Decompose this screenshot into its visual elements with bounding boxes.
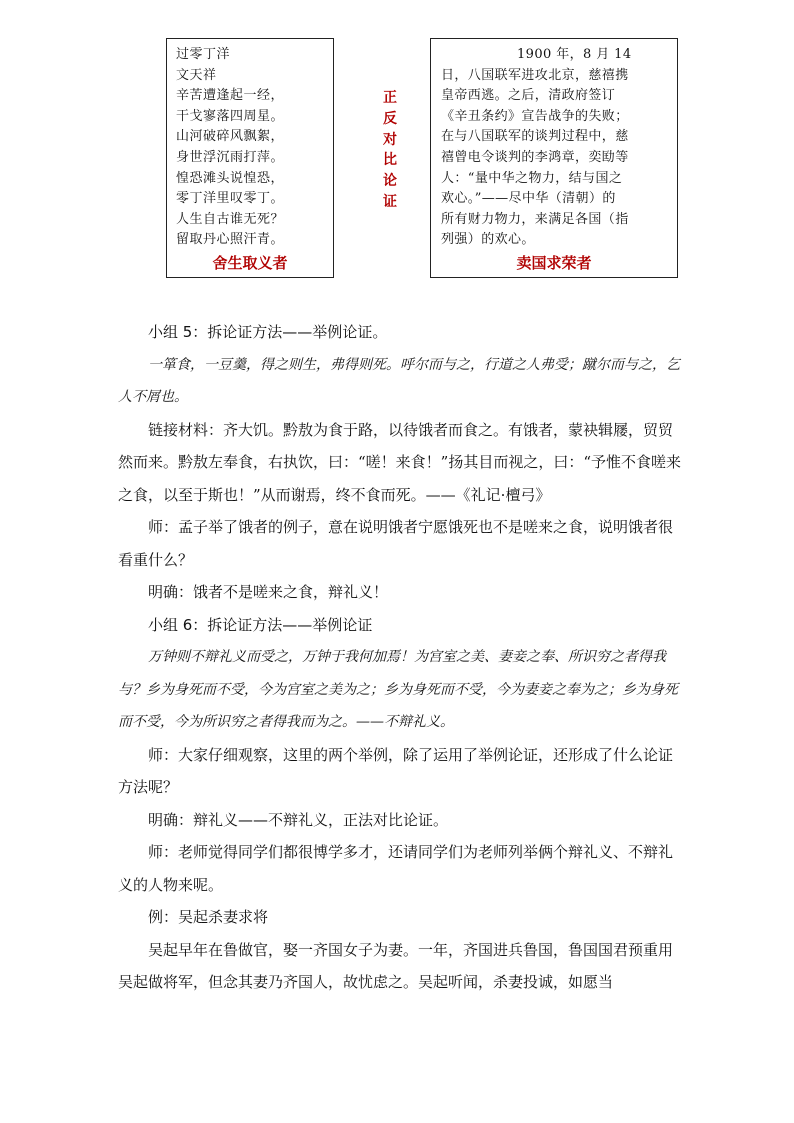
history-box-caption: 卖国求荣者 [516, 254, 592, 272]
comparison-label-char: 论 [383, 173, 397, 190]
comparison-label-char: 正 [383, 90, 397, 106]
comparison-label [380, 88, 400, 213]
paragraph-classical-quote: 一箪食，一豆羹，得之则生，弗得则死。呼尔而与之，行道之人弗受；蹴尔而与之，乞人不屑也。 [118, 356, 680, 405]
comparison-label-char: 证 [383, 193, 397, 210]
history-line: 所有财力物力，来满足各国（指 [441, 211, 629, 227]
poem-line: 零丁洋里叹零丁。 [176, 191, 285, 207]
comparison-label-char: 反 [383, 110, 397, 127]
history-line: 日，八国联军进攻北京，慈禧携 [441, 67, 629, 83]
history-box [430, 38, 678, 278]
paragraph-teacher-question: 师：孟子举了饿者的例子，意在说明饿者宁愿饿死也不是嗟来之食，说明饿者很看重什么？ [118, 518, 674, 569]
paragraph-teacher-prompt: 师：老师觉得同学们都很博学多才，还请同学们为老师列举俩个辩礼义、不辩礼义的人物来呢。 [118, 843, 674, 894]
lesson-body [118, 316, 684, 999]
comparison-label-char: 对 [383, 131, 397, 148]
history-line: 禧曾电令谈判的李鸿章，奕劻等 [441, 149, 629, 165]
poem-box-caption: 舍生取义者 [212, 254, 288, 272]
history-line: 皇帝西逃。之后，清政府签订 [441, 88, 616, 104]
history-line: 列强）的欢心。 [441, 232, 535, 248]
poem-line: 干戈寥落四周星。 [176, 108, 285, 124]
poem-line: 山河破碎风飘絮， [176, 129, 285, 145]
poem-line: 惶恐滩头说惶恐， [176, 170, 285, 186]
paragraph-answer: 明确：辩礼义——不辩礼义，正法对比论证。 [148, 810, 449, 829]
paragraph-teacher-question: 师：大家仔细观察，这里的两个举例，除了运用了举例论证，还形成了什么论证方法呢？ [118, 745, 674, 796]
history-line: 人：“量中华之物力，结与国之 [441, 170, 623, 186]
comparison-label-char: 比 [383, 152, 397, 169]
paragraph-example-story: 吴起早年在鲁做官，娶一齐国女子为妻。一年，齐国进兵鲁国，鲁国国君预重用吴起做将军，但念其妻乃齐国人，故忧虑之。吴起听闻，杀妻投诚，如愿当 [118, 940, 674, 991]
history-line: 1900 年，8 月 14 [517, 47, 632, 62]
history-line: 欢心。”——尽中华（清朝）的 [441, 191, 616, 207]
history-line: 在与八国联军的谈判过程中，慈 [441, 129, 629, 145]
poem-line: 文天祥 [176, 67, 217, 83]
poem-box [166, 38, 334, 278]
poem-line: 过零丁洋 [176, 47, 231, 62]
paragraph-classical-quote: 万钟则不辩礼义而受之，万钟于我何加焉！为宫室之美、妻妾之奉、所识穷之者得我与？乡为身死而不受，今为宫室之美为之；乡为身死而不受，今为妻妾之奉为之；乡为身死而不受，今为所识穷之者得我而为之。——不辩礼义。 [118, 649, 678, 730]
paragraph-linked-material: 链接材料：齐大饥。黔敖为食于路，以待饿者而食之。有饿者，蒙袂辑屦，贸贸然而来。黔敖左奉食，右执饮，曰：“嗟！来食！”扬其目而视之，曰：“予惟不食嗟来之食，以至于斯也！”从而谢焉，终不食而死。——《礼记·檀弓》 [118, 420, 682, 504]
paragraph-example-heading: 例：吴起杀妻求将 [148, 908, 269, 926]
paragraph-group6-heading: 小组 6：拆论证方法——举例论证 [148, 615, 373, 634]
poem-line: 人生自古谁无死？ [176, 211, 285, 227]
poem-line: 辛苦遭逢起一经， [176, 88, 285, 104]
paragraph-answer: 明确：饿者不是嗟来之食，辩礼义！ [148, 583, 389, 601]
poem-line: 留取丹心照汗青。 [176, 232, 285, 248]
history-line: 《辛丑条约》宣告战争的失败； [441, 108, 629, 124]
poem-line: 身世浮沉雨打萍。 [176, 149, 285, 165]
paragraph-group5-heading: 小组 5：拆论证方法——举例论证。 [148, 323, 388, 341]
